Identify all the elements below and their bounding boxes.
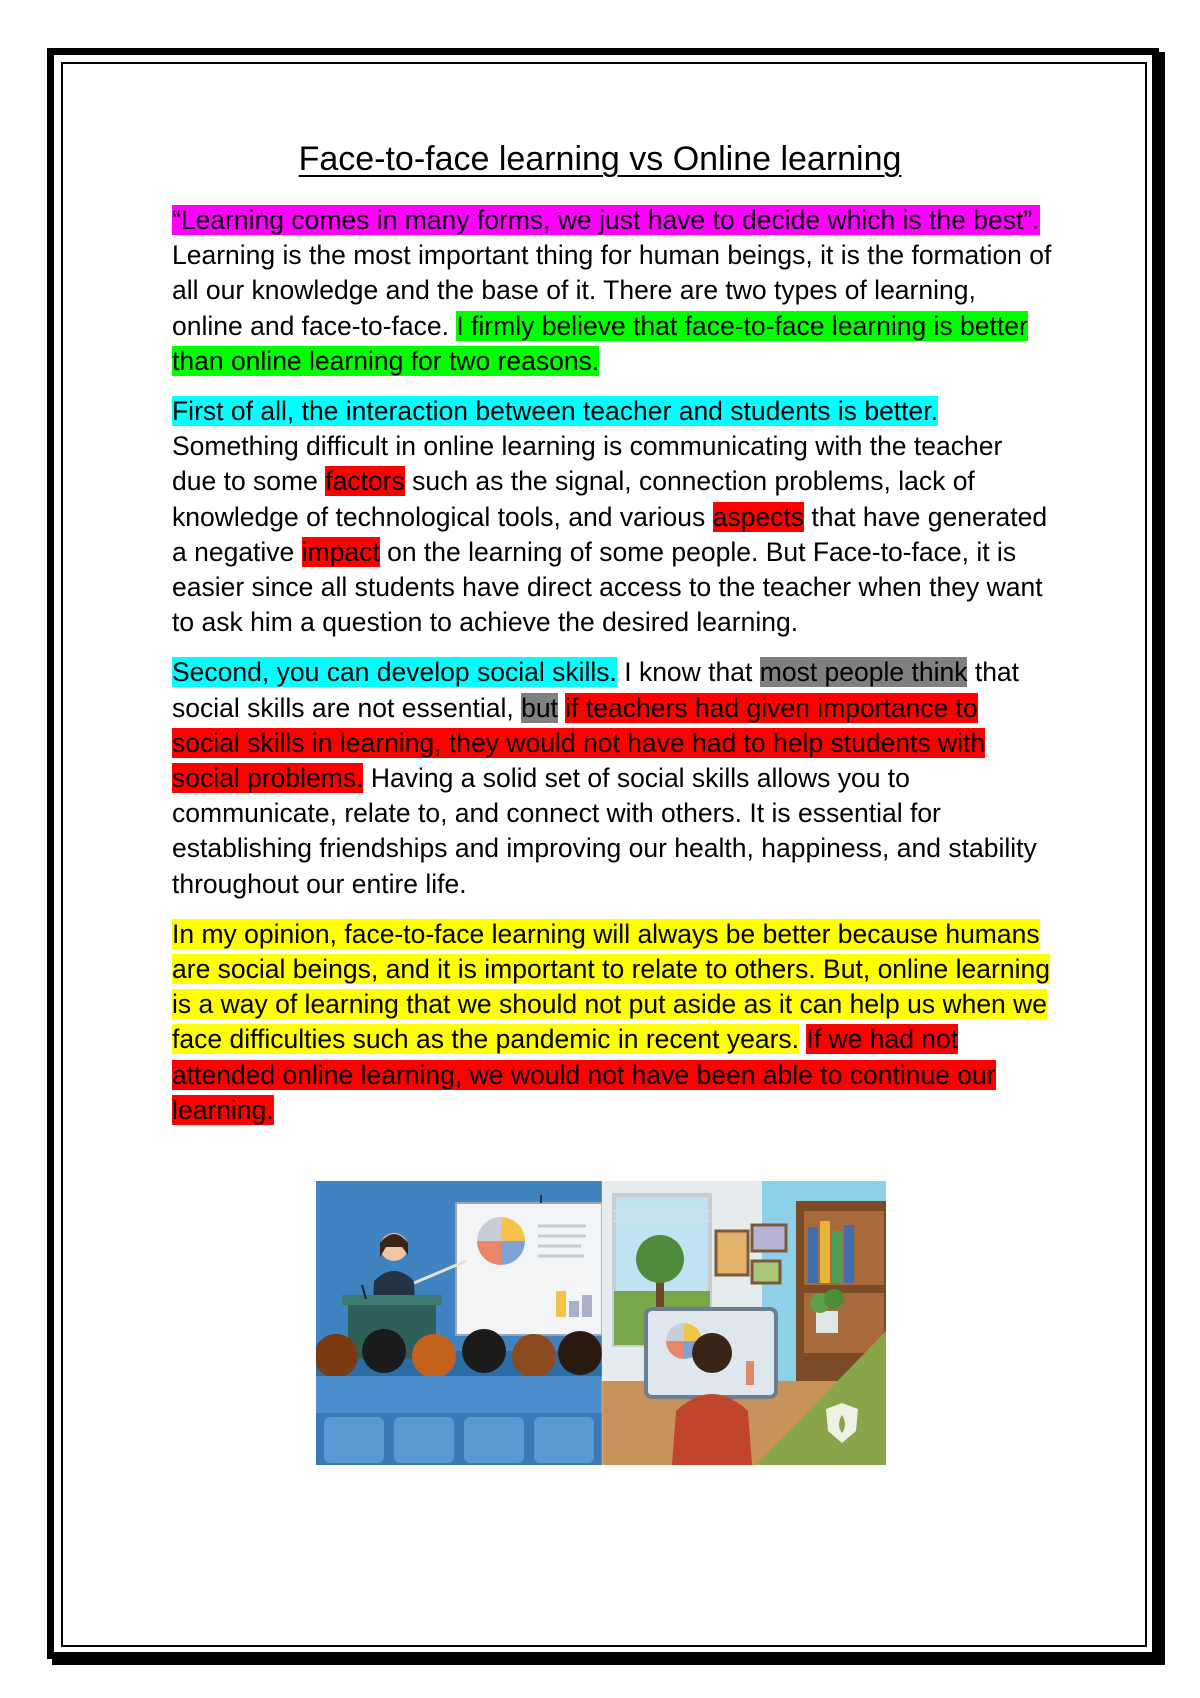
reason2-text-b: that social skills are not essential,: [172, 657, 1020, 723]
intro-text: Learning is the most important thing for human beings, it is the formation of all our knowledge and the base of it. There are two types of learning, online and face-to-face.: [172, 240, 1052, 341]
highlight-topic-sentence-2: Second, you can develop social skills.: [172, 657, 617, 688]
reason1-text-a: Something difficult in online learning is communicating with the teacher due to some: [172, 431, 1003, 497]
reason1-text-c: that have generated a negative: [172, 501, 1048, 567]
reason2-text-a: I know that: [616, 657, 760, 688]
classroom-vs-online-illustration: [316, 1181, 886, 1465]
essay-body: [172, 203, 1052, 1143]
highlight-counterargument: most people think: [759, 657, 968, 688]
reason1-text-b: such as the signal, connection problems, lack of knowledge of technological tools, and various: [172, 466, 975, 532]
page-border-shadow-bottom: [52, 1659, 1165, 1665]
highlight-quote: “Learning comes in many forms, we just have to decide which is the best”.: [172, 205, 1040, 235]
highlight-word-but: but: [521, 692, 558, 723]
paragraph-second-reason: [172, 655, 1052, 901]
screen-pie-chart-icon: [477, 1217, 525, 1265]
presentation-screen: [456, 1203, 602, 1335]
highlight-conclusion: In my opinion, face-to-face learning will always be better because humans are social beings, and it is important to relate to others. But, online learning is a way of learning that we should not put aside as it can help us when we face difficulties such as the pandemic in recent years.: [172, 918, 1050, 1055]
highlight-word-aspects: aspects: [712, 501, 804, 532]
highlight-topic-sentence-1: First of all, the interaction between teacher and students is better.: [172, 396, 938, 427]
page-border-shadow-right: [1159, 52, 1165, 1664]
highlight-final-statement: If we had not attended online learning, we would not have been able to continue our learning.: [172, 1024, 996, 1125]
document-title: Face-to-face learning vs Online learning: [298, 140, 902, 178]
paragraph-first-reason: [172, 394, 1052, 640]
paragraph-conclusion: [172, 917, 1052, 1128]
reason1-text-d: on the learning of some people. But Face-to-face, it is easier since all students have direct access to the teacher when they want to ask him a question to achieve the desired learning.: [172, 536, 1043, 638]
picture-frame-icon: [716, 1231, 748, 1275]
paragraph-introduction: [172, 203, 1052, 379]
highlight-word-impact: impact: [301, 536, 380, 567]
highlight-word-factors: factors: [325, 466, 405, 497]
highlight-thesis: I firmly believe that face-to-face learning is better than online learning for two reasons.: [172, 310, 1028, 376]
highlight-rebuttal: if teachers had given importance to social skills in learning, they would not have had to help students with social problems.: [172, 692, 986, 794]
reason2-text-c: Having a solid set of social skills allows you to communicate, relate to, and connect with others. It is essential for establishing friendships and improving our health, happiness, and stability throughout our entire life.: [172, 763, 1037, 899]
